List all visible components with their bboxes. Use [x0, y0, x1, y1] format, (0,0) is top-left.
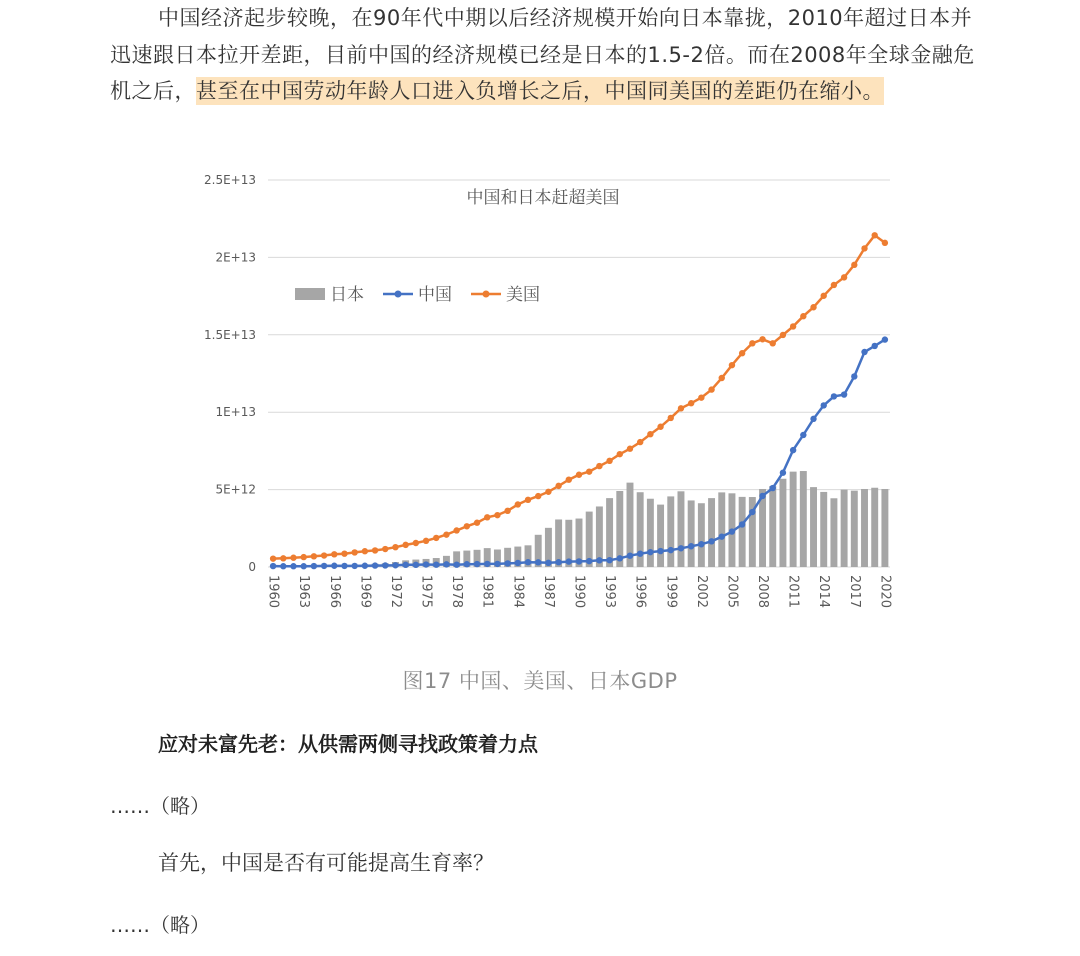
x-tick-label: 2011: [785, 575, 801, 609]
legend-swatch: [295, 288, 325, 300]
data-point: [545, 489, 551, 495]
data-point: [290, 555, 296, 561]
data-point: [749, 509, 755, 515]
x-tick-label: 2008: [755, 575, 771, 609]
data-point: [688, 543, 694, 549]
data-point: [566, 476, 572, 482]
data-point: [504, 560, 510, 566]
figure-caption: 图17 中国、美国、日本GDP: [402, 669, 678, 693]
legend-label: 日本: [330, 285, 364, 305]
x-tick-label: 1981: [479, 575, 495, 609]
data-point: [596, 557, 602, 563]
data-point: [841, 391, 847, 397]
data-point: [678, 545, 684, 551]
japan-bar: [647, 499, 654, 567]
omitted-text-1: ……（略）: [110, 794, 210, 818]
section-heading: 应对未富先老：从供需两侧寻找政策着力点: [158, 732, 538, 756]
data-point: [790, 323, 796, 329]
data-point: [515, 560, 521, 566]
data-point: [698, 394, 704, 400]
japan-bar: [769, 486, 776, 567]
data-point: [402, 542, 408, 548]
data-point: [311, 553, 317, 559]
data-point: [382, 562, 388, 568]
gdp-chart: [190, 168, 900, 628]
data-point: [596, 463, 602, 469]
x-tick-label: 2002: [693, 575, 709, 609]
data-point: [688, 400, 694, 406]
data-point: [382, 546, 388, 552]
data-point: [443, 531, 449, 537]
data-point: [566, 558, 572, 564]
data-point: [872, 232, 878, 238]
japan-bar: [830, 498, 837, 567]
japan-bar: [678, 491, 685, 567]
x-tick-label: 2020: [877, 575, 893, 609]
y-tick-label: 1E+13: [215, 405, 256, 420]
data-point: [331, 551, 337, 557]
data-point: [759, 493, 765, 499]
data-point: [647, 431, 653, 437]
highlighted-text: 甚至在中国劳动年龄人口进入负增长之后，中国同美国的差距仍在缩小。: [196, 79, 884, 103]
x-tick-label: 1960: [265, 575, 281, 609]
data-point: [617, 555, 623, 561]
y-tick-label: 2E+13: [215, 250, 256, 265]
japan-bar: [881, 489, 888, 567]
data-point: [474, 520, 480, 526]
data-point: [810, 416, 816, 422]
x-tick-label: 1975: [418, 575, 434, 609]
japan-bar: [779, 479, 786, 567]
data-point: [841, 274, 847, 280]
intro-text: 中国经济起步较晚，在90年代中期以后经济规模开始向日本靠拢，2010年超过日本并迅速跟日本拉开差距，目前中国的经济规模已经是日本的1.5-2倍。而在2008年全球金融危机之后，: [110, 6, 975, 103]
x-tick-label: 2017: [846, 575, 862, 609]
data-point: [678, 405, 684, 411]
data-point: [637, 550, 643, 556]
question-text: 首先，中国是否有可能提高生育率？: [158, 851, 494, 875]
omitted-text-2: ……（略）: [110, 913, 210, 937]
data-point: [351, 549, 357, 555]
data-point: [708, 386, 714, 392]
data-point: [647, 549, 653, 555]
x-tick-label: 2014: [816, 575, 832, 609]
japan-bar: [800, 471, 807, 567]
data-point: [321, 552, 327, 558]
legend-label: 美国: [506, 285, 540, 305]
japan-bar: [698, 503, 705, 567]
japan-bar: [688, 500, 695, 567]
data-point: [861, 349, 867, 355]
data-point: [800, 313, 806, 319]
data-point: [413, 540, 419, 546]
data-point: [749, 340, 755, 346]
x-tick-label: 1993: [602, 575, 618, 609]
data-point: [392, 562, 398, 568]
data-point: [810, 304, 816, 310]
data-point: [780, 470, 786, 476]
y-axis-ticks: [204, 173, 256, 574]
data-point: [657, 548, 663, 554]
data-point: [392, 544, 398, 550]
data-point: [331, 563, 337, 569]
japan-bar: [657, 505, 664, 567]
chart-legend: [295, 285, 540, 305]
data-point: [821, 293, 827, 299]
data-point: [708, 538, 714, 544]
chart-title: 中国和日本赶超美国: [466, 188, 620, 208]
data-point: [474, 561, 480, 567]
x-axis-ticks: [266, 575, 893, 608]
data-point: [290, 563, 296, 569]
data-point: [790, 447, 796, 453]
data-point: [351, 563, 357, 569]
data-point: [555, 559, 561, 565]
legend-marker: [483, 291, 490, 298]
data-point: [362, 563, 368, 569]
data-point: [515, 501, 521, 507]
data-point: [606, 458, 612, 464]
data-point: [851, 262, 857, 268]
japan-bar: [810, 487, 817, 567]
data-point: [504, 508, 510, 514]
data-point: [484, 514, 490, 520]
data-point: [586, 558, 592, 564]
legend-marker: [395, 291, 402, 298]
x-tick-label: 1999: [663, 575, 679, 609]
data-point: [586, 468, 592, 474]
y-tick-label: 2.5E+13: [204, 173, 256, 187]
data-point: [657, 424, 663, 430]
japan-bar: [667, 496, 674, 567]
intro-paragraph: [110, 0, 980, 110]
japan-bar: [606, 498, 613, 567]
chart-gridlines: [268, 180, 890, 567]
x-tick-label: 1990: [571, 575, 587, 609]
data-point: [780, 332, 786, 338]
data-point: [729, 528, 735, 534]
data-point: [576, 472, 582, 478]
data-point: [270, 555, 276, 561]
japan-bar: [790, 472, 797, 567]
data-point: [800, 432, 806, 438]
data-point: [882, 336, 888, 342]
data-point: [545, 560, 551, 566]
data-point: [413, 562, 419, 568]
data-point: [668, 415, 674, 421]
data-point: [770, 340, 776, 346]
x-tick-label: 1966: [326, 575, 342, 609]
data-point: [637, 439, 643, 445]
data-point: [882, 240, 888, 246]
x-tick-label: 1987: [540, 575, 556, 609]
data-point: [535, 559, 541, 565]
data-point: [423, 561, 429, 567]
japan-bar: [871, 488, 878, 567]
data-point: [525, 497, 531, 503]
x-tick-label: 1984: [510, 575, 526, 609]
data-point: [311, 563, 317, 569]
data-point: [729, 362, 735, 368]
japan-bar: [820, 492, 827, 567]
data-point: [270, 563, 276, 569]
data-point: [372, 547, 378, 553]
data-point: [494, 561, 500, 567]
data-point: [362, 548, 368, 554]
chart-canvas: [190, 168, 900, 628]
data-point: [606, 557, 612, 563]
japan-bar: [718, 492, 725, 567]
data-point: [627, 552, 633, 558]
data-point: [739, 350, 745, 356]
data-point: [525, 559, 531, 565]
data-point: [300, 563, 306, 569]
data-point: [831, 393, 837, 399]
y-tick-label: 5E+12: [215, 482, 256, 497]
x-tick-label: 1963: [296, 575, 312, 609]
data-point: [627, 446, 633, 452]
data-point: [423, 538, 429, 544]
data-point: [617, 451, 623, 457]
x-tick-label: 1996: [632, 575, 648, 609]
data-point: [821, 402, 827, 408]
japan-bar: [861, 489, 868, 567]
data-point: [576, 558, 582, 564]
data-point: [453, 561, 459, 567]
data-point: [280, 563, 286, 569]
japan-bar: [708, 498, 715, 567]
data-point: [433, 535, 439, 541]
data-point: [698, 541, 704, 547]
y-tick-label: 1.5E+13: [204, 327, 256, 342]
data-point: [861, 245, 867, 251]
data-point: [464, 561, 470, 567]
data-point: [535, 493, 541, 499]
x-tick-label: 1969: [357, 575, 373, 609]
data-point: [402, 562, 408, 568]
data-point: [300, 554, 306, 560]
data-point: [321, 563, 327, 569]
japan-bar: [851, 491, 858, 567]
data-point: [433, 561, 439, 567]
x-tick-label: 1978: [449, 575, 465, 609]
data-point: [443, 561, 449, 567]
data-point: [872, 343, 878, 349]
data-point: [668, 547, 674, 553]
data-point: [494, 512, 500, 518]
japan-bar: [841, 490, 848, 567]
data-point: [341, 563, 347, 569]
data-point: [851, 373, 857, 379]
x-tick-label: 1972: [387, 575, 403, 609]
data-point: [831, 282, 837, 288]
data-point: [484, 561, 490, 567]
japan-bar: [739, 497, 746, 567]
data-point: [719, 375, 725, 381]
data-point: [739, 521, 745, 527]
legend-label: 中国: [418, 285, 452, 305]
data-point: [759, 336, 765, 342]
data-point: [464, 523, 470, 529]
data-point: [453, 527, 459, 533]
data-point: [341, 550, 347, 556]
data-point: [280, 555, 286, 561]
data-point: [719, 533, 725, 539]
data-point: [555, 483, 561, 489]
x-tick-label: 2005: [724, 575, 740, 609]
data-point: [372, 562, 378, 568]
data-point: [770, 485, 776, 491]
y-tick-label: 0: [248, 560, 256, 574]
